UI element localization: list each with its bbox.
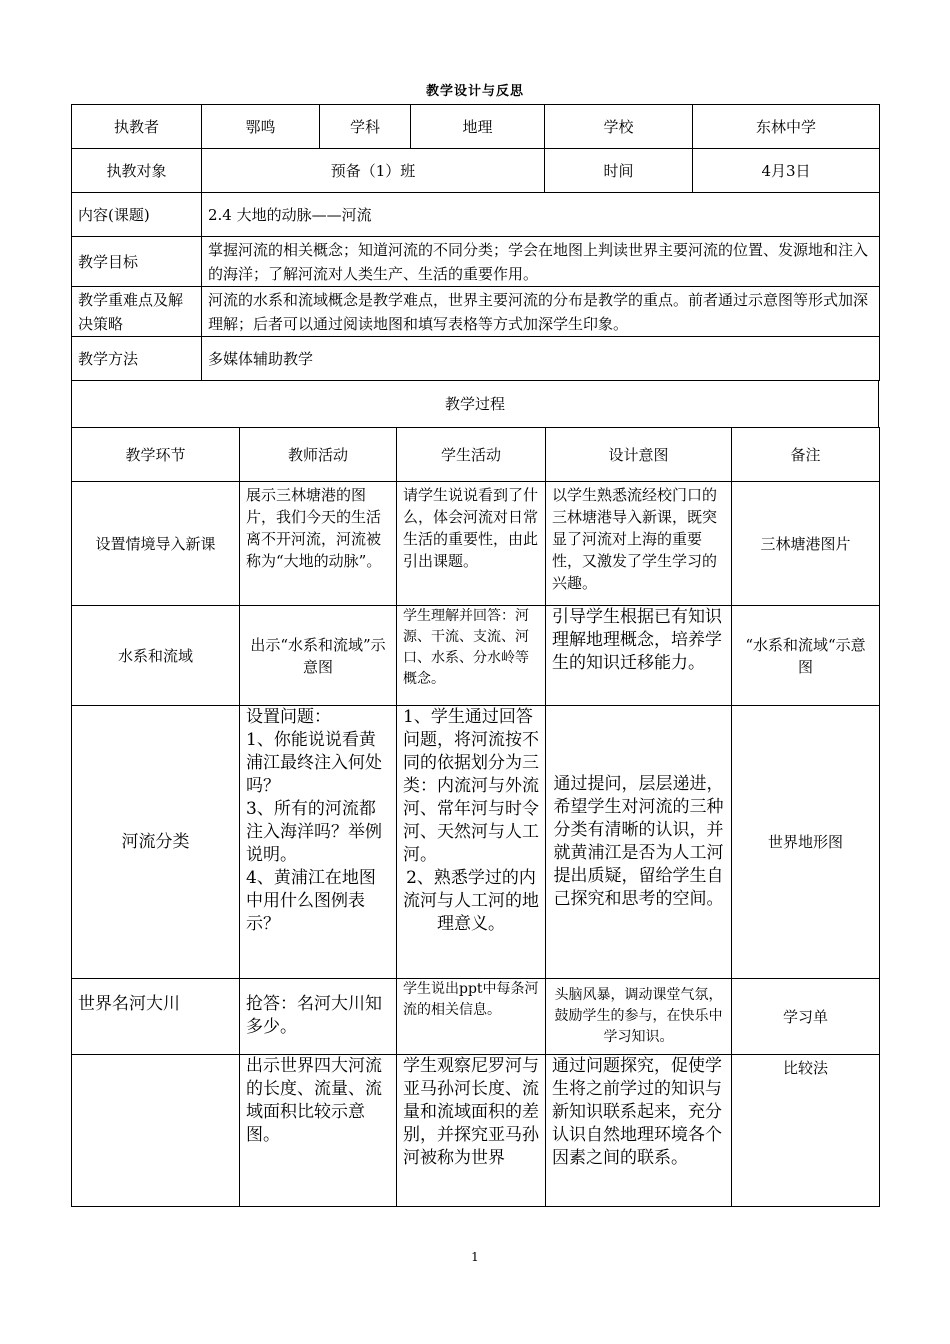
row2-stage: 水系和流域 bbox=[72, 606, 240, 706]
process-heading-table bbox=[71, 380, 879, 428]
row4-intent: 头脑风暴，调动课堂气氛，鼓励学生的参与，在快乐中学习知识。 bbox=[546, 979, 732, 1055]
subject-value: 地理 bbox=[411, 105, 545, 149]
table-row bbox=[72, 606, 880, 706]
time-label: 时间 bbox=[545, 149, 693, 193]
page-number: 1 bbox=[471, 1250, 479, 1264]
header-note: 备注 bbox=[732, 428, 880, 482]
info-table bbox=[71, 104, 880, 381]
process-table bbox=[71, 427, 880, 1207]
table-row bbox=[72, 482, 880, 606]
header-stage: 教学环节 bbox=[72, 428, 240, 482]
school-label: 学校 bbox=[545, 105, 693, 149]
row4-stage: 世界名河大川 bbox=[72, 979, 240, 1055]
header-intent: 设计意图 bbox=[546, 428, 732, 482]
row3-intent: 通过提问，层层递进，希望学生对河流的三种分类有清晰的认识，并就黄浦江是否为人工河提出质疑，留给学生自己探究和思考的空间。 bbox=[546, 706, 732, 979]
class-label: 执教对象 bbox=[72, 149, 202, 193]
table-row bbox=[72, 706, 880, 979]
focus-value: 河流的水系和流域概念是教学难点，世界主要河流的分布是教学的重点。前者通过示意图等形式加深理解；后者可以通过阅读地图和填写表格等方式加深学生印象。 bbox=[202, 287, 880, 337]
goal-label: 教学目标 bbox=[72, 237, 202, 287]
row1-stage: 设置情境导入新课 bbox=[72, 482, 240, 606]
row5-intent: 通过问题探究，促使学生将之前学过的知识与新知识联系起来，充分认识自然地理环境各个因素之间的联系。 bbox=[546, 1055, 732, 1207]
row5-stage bbox=[72, 1055, 240, 1207]
row4-teacher: 抢答：名河大川知多少。 bbox=[240, 979, 397, 1055]
row2-note: “水系和流域“示意图 bbox=[732, 606, 880, 706]
table-row bbox=[72, 979, 880, 1055]
row3-student-line: 1、学生通过回答问题，将河流按不同的依据划分为三类：内流河与外流河、常年河与时令河、天然河与人工河。 bbox=[403, 707, 539, 865]
header-teacher: 教师活动 bbox=[240, 428, 397, 482]
row3-teacher-line: 设置问题： bbox=[246, 707, 331, 727]
goal-value: 掌握河流的相关概念；知道河流的不同分类；学会在地图上判读世界主要河流的位置、发源地和注入的海洋；了解河流对人类生产、生活的重要作用。 bbox=[202, 237, 880, 287]
class-value: 预备（1）班 bbox=[202, 149, 545, 193]
process-heading: 教学过程 bbox=[72, 381, 879, 428]
row2-student: 学生理解并回答：河源、干流、支流、河口、水系、分水岭等概念。 bbox=[397, 606, 546, 706]
subject-label: 学科 bbox=[320, 105, 411, 149]
teacher-label: 执教者 bbox=[72, 105, 202, 149]
table-row bbox=[72, 1055, 880, 1207]
row3-teacher-line: 1、你能说说看黄浦江最终注入何处吗？ bbox=[246, 730, 382, 796]
row1-teacher: 展示三林塘港的图片，我们今天的生活离不开河流，河流被称为“大地的动脉”。 bbox=[240, 482, 397, 606]
time-value: 4月3日 bbox=[693, 149, 880, 193]
focus-label: 教学重难点及解决策略 bbox=[72, 287, 202, 337]
header-student: 学生活动 bbox=[397, 428, 546, 482]
row3-student bbox=[397, 706, 546, 979]
row2-intent: 引导学生根据已有知识理解地理概念，培养学生的知识迁移能力。 bbox=[546, 606, 732, 706]
row2-teacher: 出示“水系和流域”示意图 bbox=[240, 606, 397, 706]
row5-student: 学生观察尼罗河与亚马孙河长度、流量和流域面积的差别，并探究亚马孙河被称为世界 bbox=[397, 1055, 546, 1207]
school-value: 东林中学 bbox=[693, 105, 880, 149]
row1-student: 请学生说说看到了什么，体会河流对日常生活的重要性，由此引出课题。 bbox=[397, 482, 546, 606]
method-label: 教学方法 bbox=[72, 337, 202, 381]
row1-note: 三林塘港图片 bbox=[732, 482, 880, 606]
row3-teacher-line: 4、黄浦江在地图中用什么图例表示？ bbox=[246, 868, 376, 934]
content-value: 2.4 大地的动脉——河流 bbox=[202, 193, 880, 237]
row5-teacher: 出示世界四大河流的长度、流量、流域面积比较示意图。 bbox=[240, 1055, 397, 1207]
row3-teacher-line: 3、所有的河流都注入海洋吗？举例说明。 bbox=[246, 799, 382, 865]
row4-student: 学生说出ppt中每条河流的相关信息。 bbox=[397, 979, 546, 1055]
row4-note: 学习单 bbox=[732, 979, 880, 1055]
row3-note: 世界地形图 bbox=[732, 706, 880, 979]
page-title: 教学设计与反思 bbox=[425, 84, 524, 99]
content-label: 内容(课题) bbox=[72, 193, 202, 237]
row3-teacher bbox=[240, 706, 397, 979]
method-value: 多媒体辅助教学 bbox=[202, 337, 880, 381]
row5-note: 比较法 bbox=[732, 1055, 880, 1207]
row3-stage: 河流分类 bbox=[72, 706, 240, 979]
teacher-value: 鄂鸣 bbox=[202, 105, 320, 149]
row3-student-line: 2、熟悉学过的内流河与人工河的地理意义。 bbox=[403, 868, 539, 934]
row1-intent: 以学生熟悉流经校门口的三林塘港导入新课，既突显了河流对上海的重要性，又激发了学生学习的兴趣。 bbox=[546, 482, 732, 606]
